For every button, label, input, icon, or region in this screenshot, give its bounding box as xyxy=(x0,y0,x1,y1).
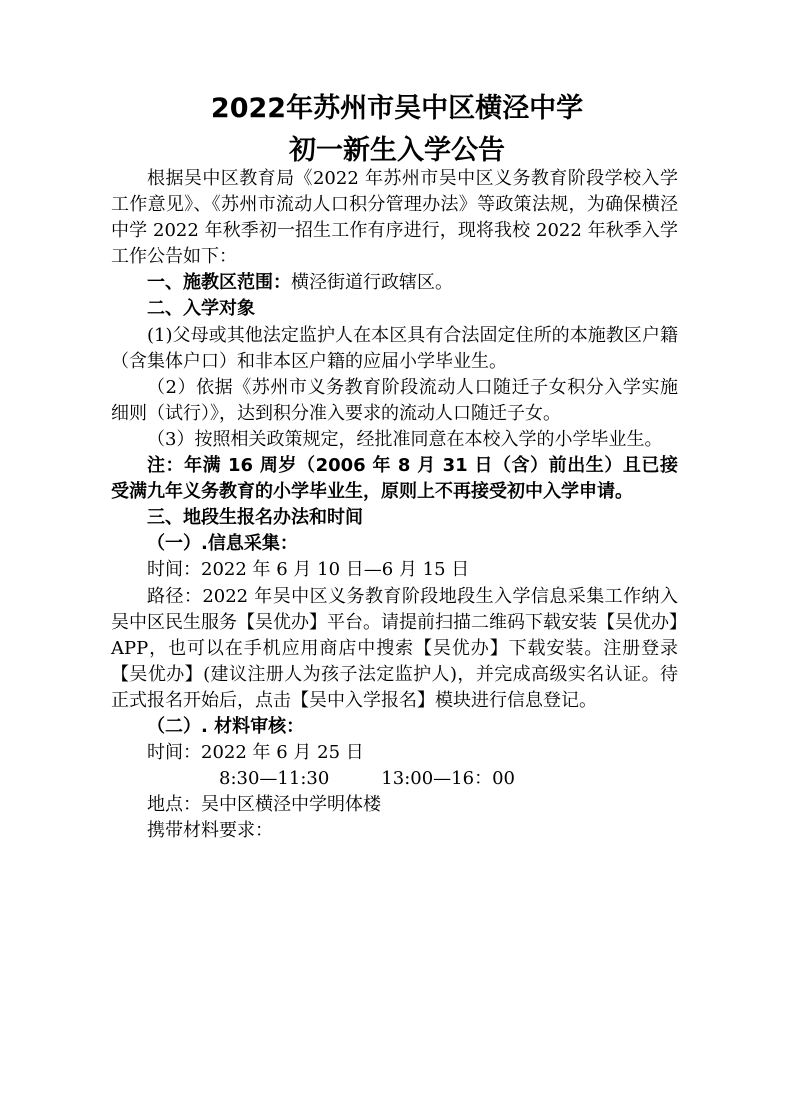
section-1-text: 横泾街道行政辖区。 xyxy=(291,272,453,294)
section-3-sub-2-label: （二）. 材料审核： xyxy=(147,715,305,737)
section-3-sub-1-time: 时间：2022 年 6 月 10 日—6 月 15 日 xyxy=(147,559,470,581)
section-3-label: 三、地段生报名办法和时间 xyxy=(147,507,363,529)
time-slot-afternoon: 13:00—16：00 xyxy=(381,768,515,790)
time-slot-morning: 8:30—11:30 xyxy=(219,768,330,790)
section-3-sub-2-time: 时间：2022 年 6 月 25 日 xyxy=(147,742,364,764)
note-paragraph: 注：年满 16 周岁（2006 年 8 月 31 日（含）前出生）且已接受满九年义务教育的小学毕业生，原则上不再接受初中入学申请。 xyxy=(111,455,678,503)
section-3-sub-1-label: （一）.信息采集： xyxy=(147,533,298,555)
title-line-2: 初一新生入学公告 xyxy=(289,135,505,166)
section-1 xyxy=(111,270,678,296)
section-3-sub-1-path: 路径：2022 年吴中区义务教育阶段地段生入学信息采集工作纳入吴中区民生服务【吴优办】平台。请提前扫描二维码下载安装【吴优办】APP，也可以在手机应用商店中搜索【吴优办】下载安装。注册登录【吴优办】(建议注册人为孩子法定监护人)，并完成高级实名认证。待正式报名开始后，点击【吴中入学报名】模块进行信息登记。 xyxy=(111,585,678,711)
section-2-item-3: （3）按照相关政策规定，经批准同意在本校入学的小学毕业生。 xyxy=(147,428,663,450)
intro-paragraph: 根据吴中区教育局《2022 年苏州市吴中区义务教育阶段学校入学工作意见》、《苏州市流动人口积分管理办法》等政策法规，为确保横泾中学 2022 年秋季初一招生工作有序进行，现将我校 2022 年秋季入学工作公告如下： xyxy=(111,168,678,268)
section-2-label: 二、入学对象 xyxy=(147,298,255,320)
section-3-sub-2-place: 地点：吴中区横泾中学明体楼 xyxy=(147,794,381,816)
section-1-label: 一、施教区范围： xyxy=(147,272,291,294)
section-3-sub-2-materials: 携带材料要求： xyxy=(147,820,273,842)
section-2-item-2: （2）依据《苏州市义务教育阶段流动人口随迁子女积分入学实施细则（试行）》，达到积分准入要求的流动人口随迁子女。 xyxy=(111,376,678,424)
section-3-sub-2-slots xyxy=(111,766,678,792)
title-line-1: 2022年苏州市吴中区横泾中学 xyxy=(210,93,584,124)
document-body xyxy=(111,166,678,844)
section-2-item-1: (1)父母或其他法定监护人在本区具有合法固定住所的本施教区户籍（含集体户口）和非本区户籍的应届小学毕业生。 xyxy=(111,324,678,372)
